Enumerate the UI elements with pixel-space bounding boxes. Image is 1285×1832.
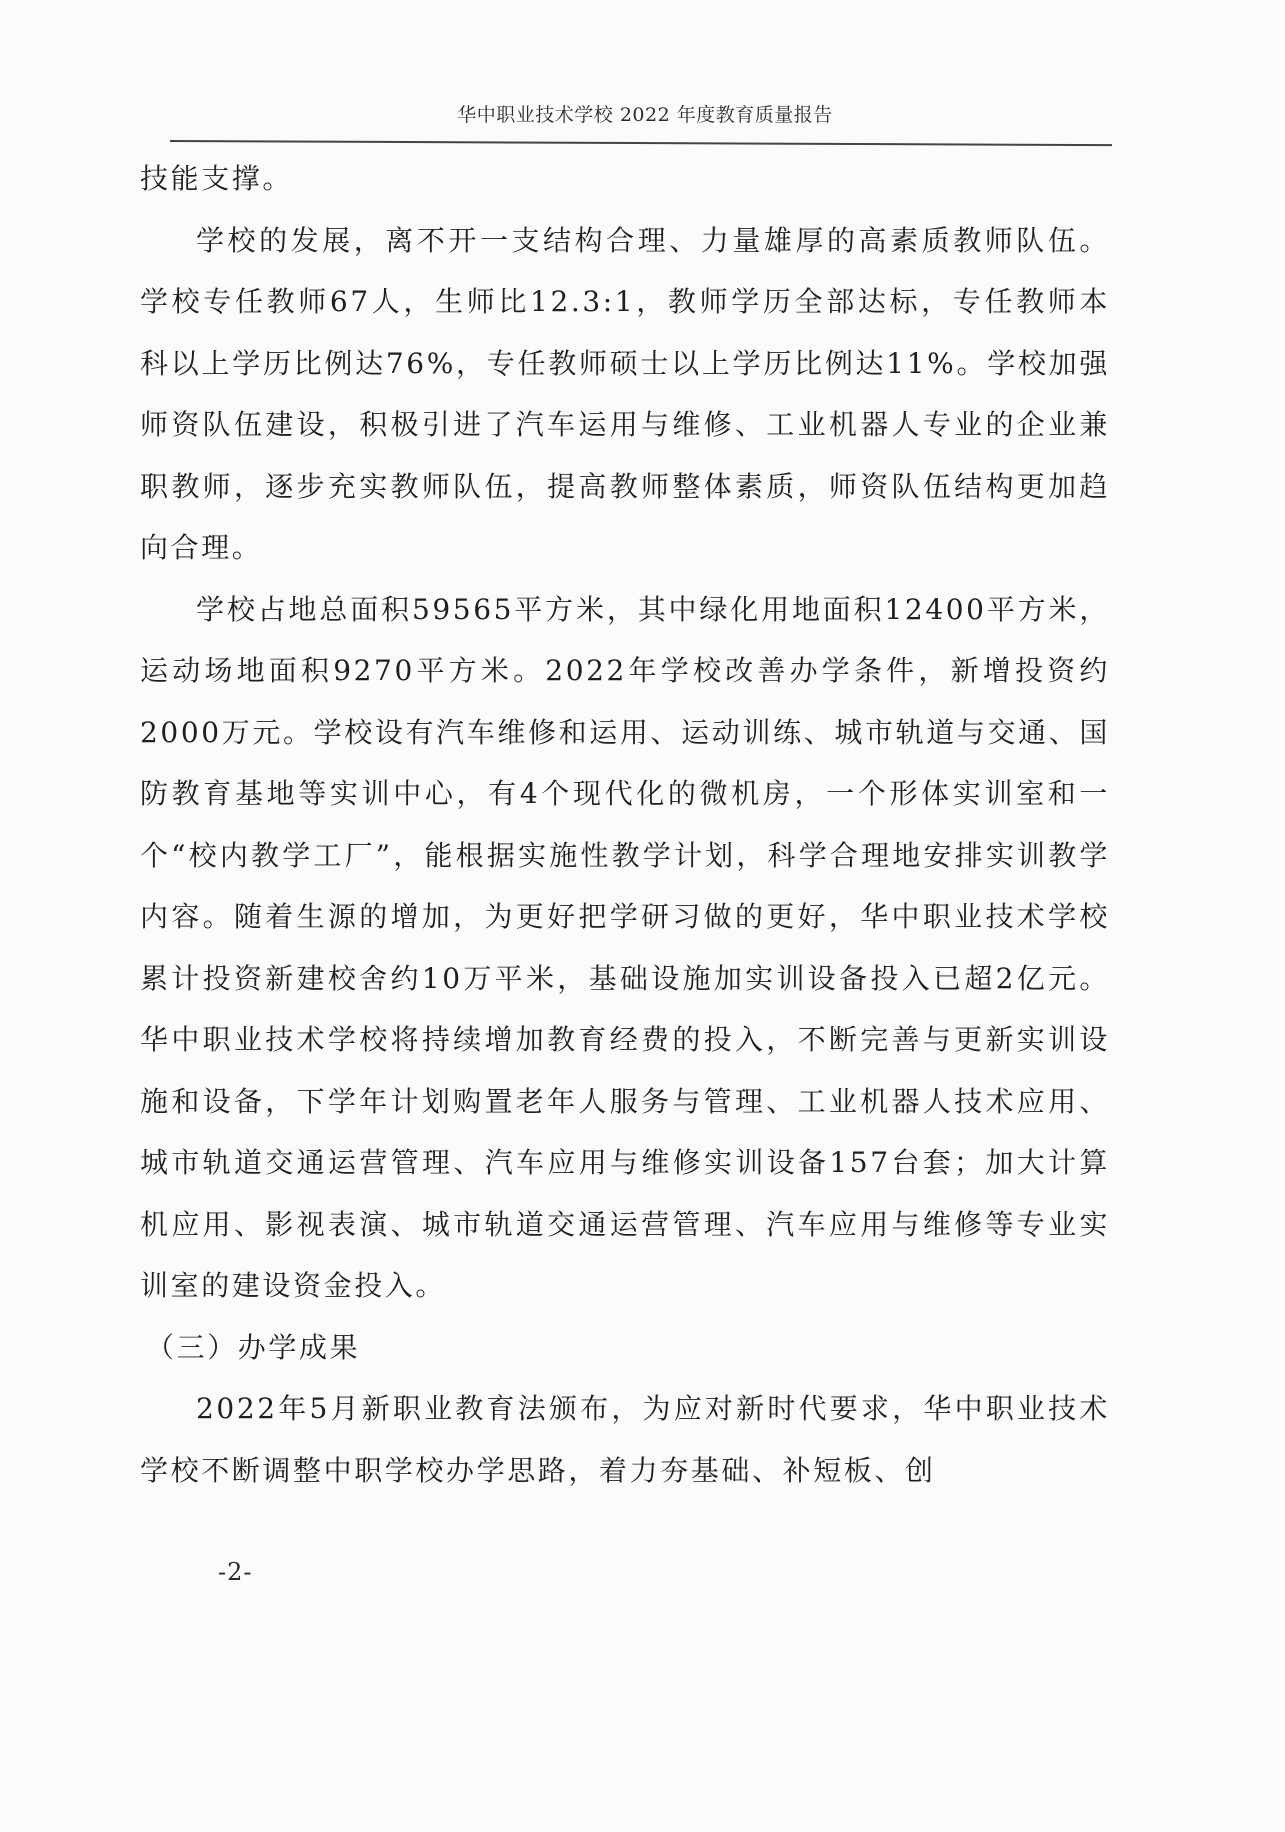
body-text (140, 148, 1110, 1501)
paragraph-continuation: 技能支撑。 (140, 162, 294, 195)
page-header: 华中职业技术学校 2022 年度教育质量报告 (457, 104, 833, 126)
section-heading: （三）办学成果 (146, 1330, 361, 1364)
page-number: -2- (218, 1558, 253, 1586)
paragraph-faculty: 学校的发展，离不开一支结构合理、力量雄厚的高素质教师队伍。学校专任教师67人，生师比12.3:1，教师学历全部达标，专任教师本科以上学历比例达76%，专任教师硕士以上学历比例达11%。学校加强师资队伍建设，积极引进了汽车运用与维修、工业机器人专业的企业兼职教师，逐步充实教师队伍，提高教师整体素质，师资队伍结构更加趋向合理。 (140, 223, 1110, 564)
paragraph-achievements: 2022年5月新职业教育法颁布，为应对新时代要求，华中职业技术学校不断调整中职学校办学思路，着力夯基础、补短板、创 (140, 1392, 1110, 1487)
paragraph-facilities: 学校占地总面积59565平方米，其中绿化用地面积12400平方米，运动场地面积9270平方米。2022年学校改善办学条件，新增投资约2000万元。学校设有汽车维修和运用、运动训练、城市轨道与交通、国防教育基地等实训中心，有4个现代化的微机房，一个形体实训室和一个“校内教学工厂”，能根据实施性教学计划，科学合理地安排实训教学内容。随着生源的增加，为更好把学研习做的更好，华中职业技术学校累计投资新建校舍约10万平米，基础设施加实训设备投入已超2亿元。华中职业技术学校将持续增加教育经费的投入，不断完善与更新实训设施和设备，下学年计划购置老年人服务与管理、工业机器人技术应用、城市轨道交通运营管理、汽车应用与维修实训设备157台套；加大计算机应用、影视表演、城市轨道交通运营管理、汽车应用与维修等专业实训室的建设资金投入。 (140, 592, 1110, 1302)
header-rule (170, 140, 1112, 146)
